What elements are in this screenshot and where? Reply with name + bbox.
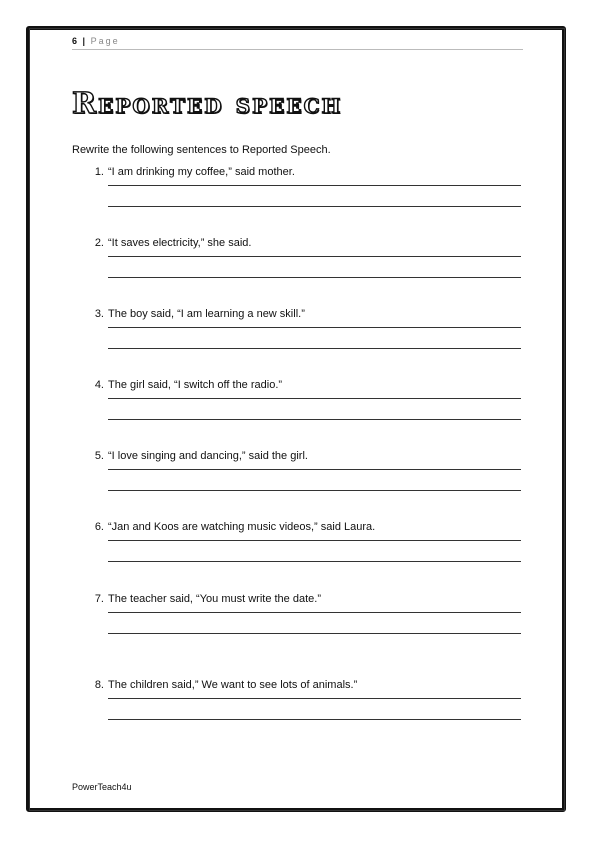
answer-line[interactable] [108,469,521,470]
header-rule [72,49,523,50]
instruction-text: Rewrite the following sentences to Reported Speech. [72,144,331,156]
worksheet-title: Reported speech [72,86,343,120]
item-sentence: “Jan and Koos are watching music videos,” said Laura. [108,521,376,533]
answer-line[interactable] [108,398,521,399]
item-number: 4. [94,379,104,391]
item-sentence: The teacher said, “You must write the date.” [108,593,321,605]
header-separator: | [82,36,86,46]
answer-line[interactable] [108,277,521,278]
page-number: 6 [72,36,78,46]
answer-line[interactable] [108,612,521,613]
item-number: 1. [94,166,104,178]
answer-line[interactable] [108,327,521,328]
item-sentence: The boy said, “I am learning a new skill.” [108,308,305,320]
item-number: 5. [94,450,104,462]
item-sentence: “I am drinking my coffee,” said mother. [108,166,295,178]
item-sentence: The children said,” We want to see lots of animals.” [108,679,358,691]
item-sentence: “I love singing and dancing,” said the girl. [108,450,308,462]
page-header [72,36,120,46]
item-sentence: “It saves electricity,” she said. [108,237,252,249]
answer-line[interactable] [108,348,521,349]
answer-line[interactable] [108,490,521,491]
answer-line[interactable] [108,185,521,186]
answer-line[interactable] [108,561,521,562]
item-number: 7. [94,593,104,605]
page-word: Page [90,36,120,46]
answer-line[interactable] [108,633,521,634]
answer-line[interactable] [108,698,521,699]
answer-line[interactable] [108,256,521,257]
answer-line[interactable] [108,719,521,720]
item-number: 8. [94,679,104,691]
footer-brand: PowerTeach4u [72,782,132,792]
item-sentence: The girl said, “I switch off the radio.” [108,379,283,391]
answer-line[interactable] [108,206,521,207]
item-number: 6. [94,521,104,533]
answer-line[interactable] [108,419,521,420]
item-number: 3. [94,308,104,320]
answer-line[interactable] [108,540,521,541]
item-number: 2. [94,237,104,249]
